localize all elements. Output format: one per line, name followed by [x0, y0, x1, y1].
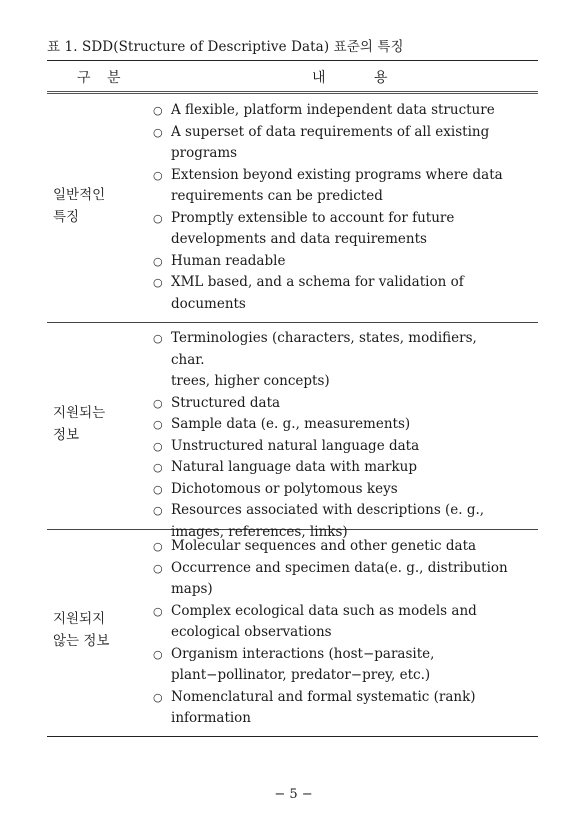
bullet-circle-icon: ○ — [153, 125, 163, 139]
list-item-text: requirements can be predicted — [171, 188, 383, 204]
feature-list — [153, 100, 513, 315]
table-caption: 표 1. SDD(Structure of Descriptive Data) 표준의 특징 — [47, 39, 404, 55]
bullet-circle-icon: ○ — [153, 439, 163, 453]
bullet-circle-icon: ○ — [153, 540, 163, 553]
list-item — [153, 100, 513, 122]
bullet-circle-icon: ○ — [153, 276, 163, 289]
header-content: 내 용 — [312, 70, 388, 86]
table-header-row — [47, 61, 538, 94]
list-item-text: ecological observations — [171, 624, 332, 640]
list-item-text: images, references, links) — [171, 523, 348, 540]
table-row-unsupported — [47, 530, 538, 737]
bullet-circle-icon: ○ — [153, 604, 163, 618]
list-item-text: XML based, and a schema for validation of — [171, 274, 464, 290]
page-number: − 5 − — [274, 787, 313, 802]
list-item-text: programs — [171, 145, 238, 161]
list-item-text: Terminologies (characters, states, modifiers, char. — [171, 330, 477, 368]
category-line: 지원되는 — [53, 405, 106, 421]
list-item — [153, 687, 513, 730]
list-item — [153, 208, 513, 251]
list-item — [153, 479, 513, 501]
table-row-supported — [47, 323, 538, 540]
bullet-circle-icon: ○ — [153, 168, 163, 182]
list-item — [153, 536, 513, 558]
list-item — [153, 558, 513, 601]
list-item-text: Unstructured natural language data — [171, 437, 420, 454]
list-item — [153, 251, 513, 273]
sdd-features-table — [47, 60, 538, 737]
list-item-text: Natural language data with markup — [171, 459, 418, 475]
list-item — [153, 414, 513, 436]
list-item-text: Human readable — [171, 252, 286, 269]
list-item-text: Organism interactions (host−parasite, — [171, 645, 435, 662]
category-label — [53, 403, 143, 446]
list-item-text: A superset of data requirements of all existing — [171, 123, 490, 140]
category-line: 정보 — [53, 426, 80, 443]
list-item-text: Structured data — [171, 394, 281, 411]
list-item-text: documents — [171, 295, 246, 312]
list-item — [153, 457, 513, 479]
bullet-circle-icon: ○ — [153, 211, 163, 225]
category-line: 않는 정보 — [53, 632, 110, 649]
table-row-general — [47, 94, 538, 323]
category-label — [53, 609, 143, 652]
feature-list — [153, 536, 513, 730]
list-item-text: trees, higher concepts) — [171, 373, 330, 389]
list-item-text: Molecular sequences and other genetic data — [171, 538, 477, 554]
list-item — [153, 122, 513, 165]
list-item — [153, 328, 513, 393]
bullet-circle-icon: ○ — [153, 504, 163, 517]
list-item — [153, 272, 513, 315]
bullet-circle-icon: ○ — [153, 254, 163, 268]
list-item — [153, 601, 513, 644]
bullet-circle-icon: ○ — [153, 690, 163, 704]
list-item-text: Promptly extensible to account for future — [171, 209, 455, 226]
list-item-text: developments and data requirements — [171, 231, 427, 247]
list-item-text: maps) — [171, 581, 213, 597]
list-item-text: Dichotomous or polytomous keys — [171, 480, 398, 497]
bullet-circle-icon: ○ — [153, 647, 163, 661]
list-item-text: Extension beyond existing programs where data — [171, 166, 503, 183]
bullet-circle-icon: ○ — [153, 332, 163, 345]
list-item-text: information — [171, 710, 252, 726]
list-item-text: Complex ecological data such as models and — [171, 602, 477, 619]
list-item-text: plant−pollinator, predator−prey, etc.) — [171, 667, 431, 683]
feature-list — [153, 328, 513, 543]
category-line: 특징 — [53, 208, 80, 225]
category-label — [53, 185, 143, 228]
list-item-text: Nomenclatural and formal systematic (rank) — [171, 688, 476, 705]
bullet-circle-icon: ○ — [153, 461, 163, 474]
list-item — [153, 393, 513, 415]
list-item — [153, 165, 513, 208]
list-item-text: Resources associated with descriptions (e. g., — [171, 502, 485, 518]
category-line: 지원되지 — [53, 611, 106, 627]
bullet-circle-icon: ○ — [153, 482, 163, 496]
list-item-text: Sample data (e. g., measurements) — [171, 416, 411, 432]
list-item-text: Occurrence and specimen data(e. g., distribution — [171, 559, 508, 576]
bullet-circle-icon: ○ — [153, 396, 163, 410]
bullet-circle-icon: ○ — [153, 104, 163, 117]
list-item-text: A flexible, platform independent data structure — [171, 102, 495, 118]
category-line: 일반적인 — [53, 187, 106, 203]
bullet-circle-icon: ○ — [153, 561, 163, 575]
bullet-circle-icon: ○ — [153, 418, 163, 431]
list-item — [153, 436, 513, 458]
list-item — [153, 644, 513, 687]
header-category: 구 분 — [77, 70, 121, 86]
